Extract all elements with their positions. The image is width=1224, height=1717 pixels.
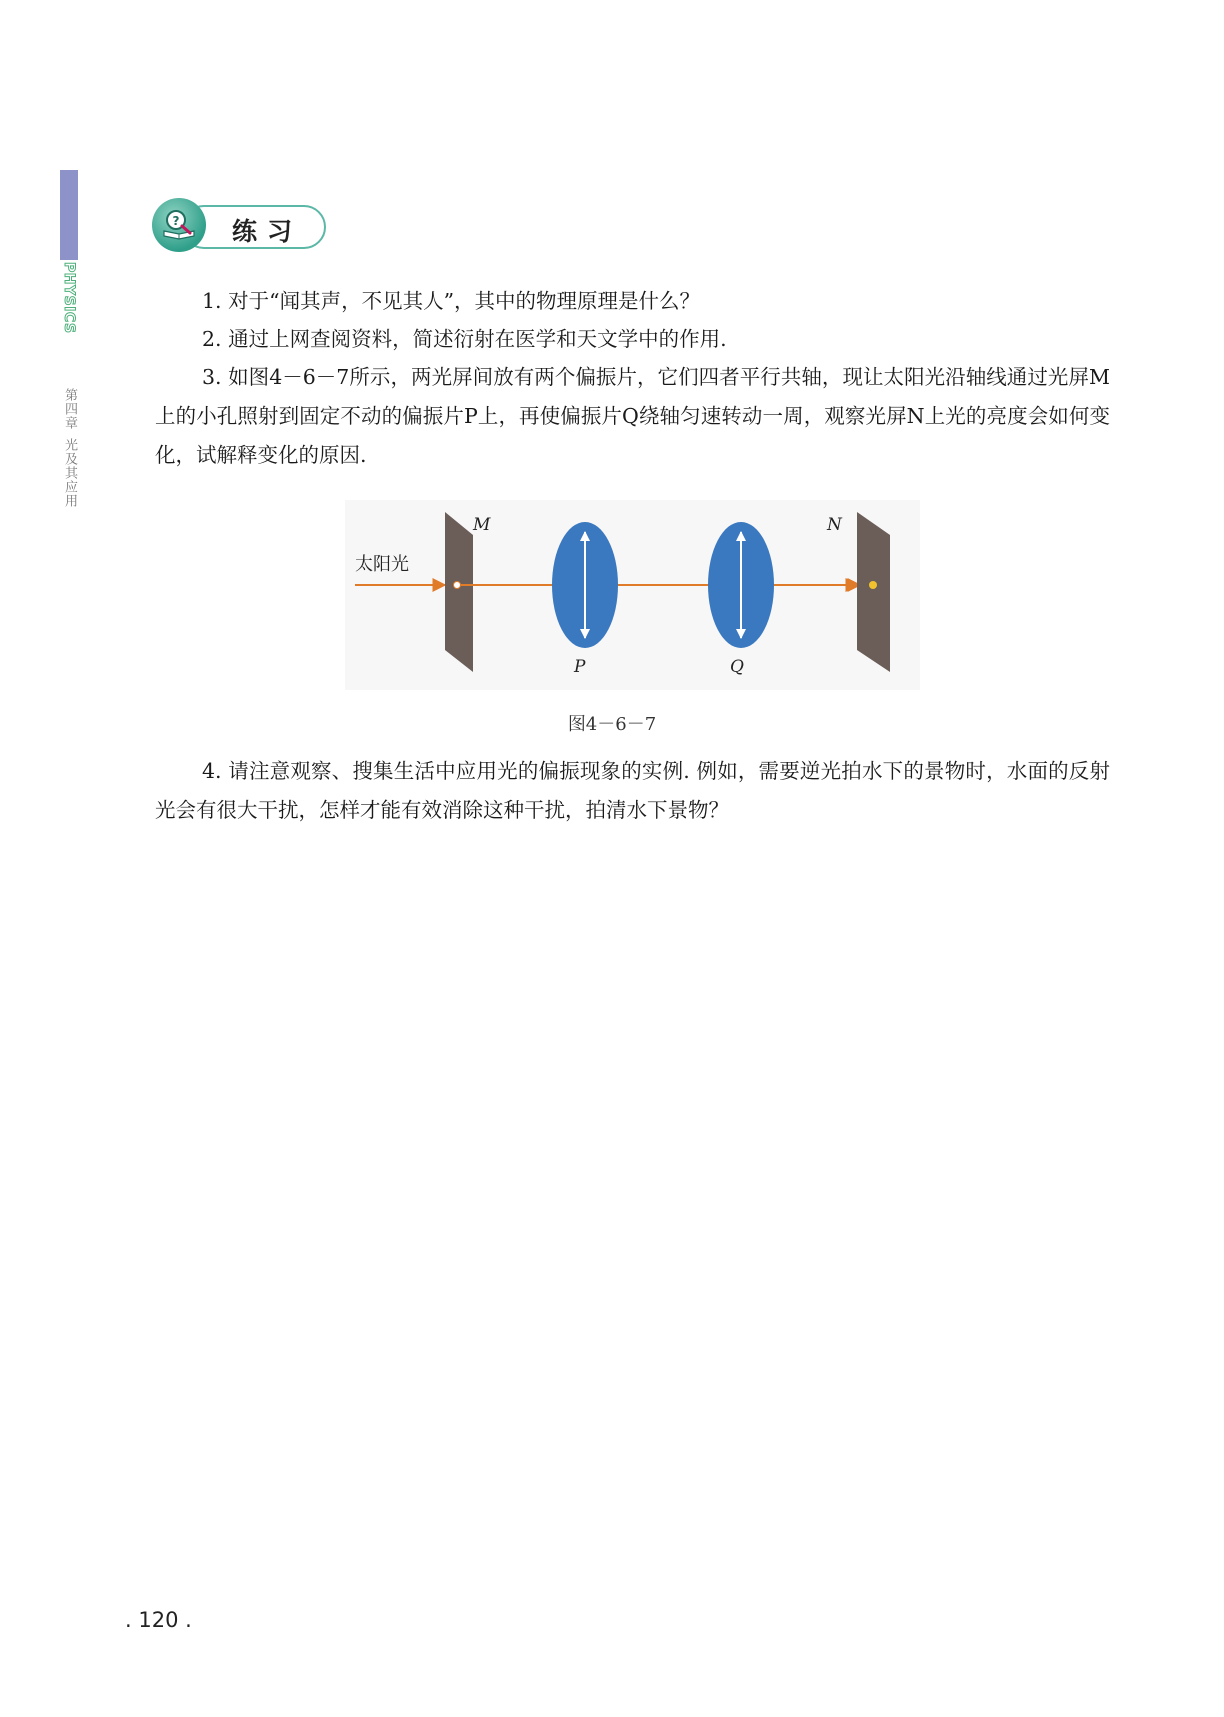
exercise-text: 如图4－6－7所示，两光屏间放有两个偏振片，它们四者平行共轴，现让太阳光沿轴线通过光屏M上的小孔照射到固定不动的偏振片P上，再使偏振片Q绕轴匀速转动一周，观察光屏N上光的亮度会如何变化，试解释变化的原因. (155, 365, 1110, 467)
screen-n (857, 512, 890, 672)
exercise-number: 1. (202, 289, 222, 313)
exercise-item (155, 282, 1110, 321)
svg-text:?: ? (172, 214, 180, 228)
sidebar-color-bar (60, 170, 78, 260)
exercise-text: 请注意观察、搜集生活中应用光的偏振现象的实例. 例如，需要逆光拍水下的景物时，水面的反射光会有很大干扰，怎样才能有效消除这种干扰，拍清水下景物？ (155, 759, 1110, 822)
figure-caption: 图4－6－7 (567, 714, 657, 735)
section-title: 练习 (232, 217, 303, 246)
exercise-text: 对于“闻其声，不见其人”，其中的物理原理是什么？ (228, 289, 701, 313)
sidebar-subject-tab (60, 170, 78, 338)
magnifier-book-icon (152, 198, 206, 252)
screen-n-light-spot (869, 581, 877, 589)
page-number: . 120 . (125, 1608, 192, 1632)
chapter-number: 第四章 (62, 388, 77, 430)
exercise-number: 2. (202, 327, 222, 351)
screen-n-label: N (827, 515, 842, 535)
exercise-number: 3. (202, 365, 222, 389)
chapter-vertical-label (60, 388, 78, 508)
exercise-text: 通过上网查阅资料，简述衍射在医学和天文学中的作用. (228, 327, 727, 351)
source-label: 太阳光 (355, 554, 409, 575)
exercise-item (155, 320, 1110, 359)
polarizer-p-label: P (574, 657, 586, 677)
screen-m-label: M (473, 515, 491, 535)
chapter-title: 光及其应用 (62, 438, 77, 508)
exercise-number: 4. (202, 759, 222, 783)
screen-m-pinhole (454, 582, 461, 589)
subject-label: PHYSICS (61, 262, 77, 334)
exercise-item (155, 752, 1110, 830)
screen-m (445, 512, 473, 672)
exercise-section-badge (152, 198, 332, 254)
exercise-item (155, 358, 1110, 475)
polarizer-q-label: Q (730, 657, 744, 677)
polarizer-figure (345, 500, 920, 690)
